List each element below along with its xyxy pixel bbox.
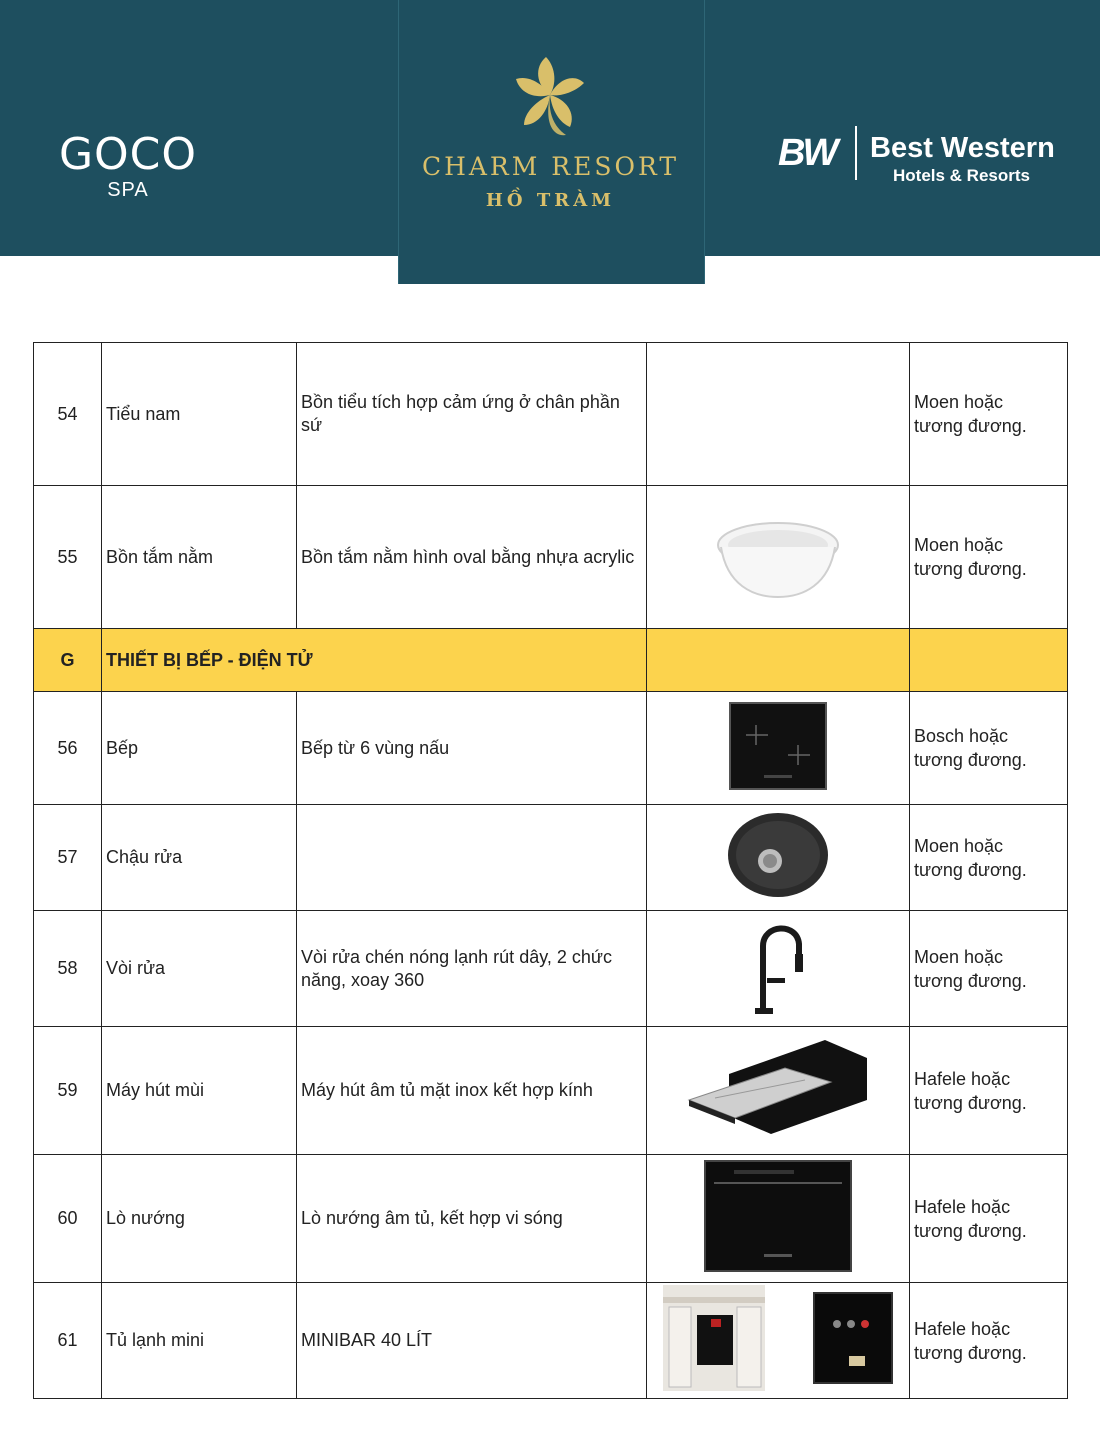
- minibar-in-cabinet-image-icon: [663, 1285, 765, 1396]
- brand-line-2: tương đương.: [914, 859, 1027, 880]
- item-name: Lò nướng: [102, 1155, 297, 1283]
- item-brand: [910, 486, 1068, 629]
- goco-spa-logo: [58, 129, 198, 202]
- bathtub-image-icon: [713, 505, 843, 610]
- item-name: Bồn tắm nằm: [102, 486, 297, 629]
- item-description: Bồn tắm nằm hình oval bằng nhựa acrylic: [297, 486, 647, 629]
- item-number: 55: [34, 486, 102, 629]
- item-brand: [910, 1283, 1068, 1399]
- item-image-cell: [647, 805, 910, 911]
- item-number: 60: [34, 1155, 102, 1283]
- item-image-cell: [647, 1155, 910, 1283]
- item-description: Máy hút âm tủ mặt inox kết hợp kính: [297, 1027, 647, 1155]
- faucet-image-icon: [743, 916, 813, 1021]
- round-sink-image-icon: [726, 811, 830, 904]
- table-row: [34, 1027, 1068, 1155]
- item-name: Bếp: [102, 692, 297, 805]
- table-row: [34, 1283, 1068, 1399]
- section-empty-cell: [647, 629, 910, 692]
- induction-cooktop-image-icon: [728, 701, 828, 796]
- brand-line-2: tương đương.: [914, 416, 1027, 436]
- goco-logo-name: GOCO: [58, 129, 198, 180]
- item-description: Bồn tiểu tích hợp cảm ứng ở chân phần sứ: [297, 343, 647, 486]
- equipment-spec-table: [33, 342, 1068, 1399]
- item-name: Tiểu nam: [102, 343, 297, 486]
- range-hood-image-icon: [685, 1038, 871, 1143]
- item-name: Vòi rửa: [102, 911, 297, 1027]
- item-image-cell: [647, 911, 910, 1027]
- item-number: 58: [34, 911, 102, 1027]
- section-code: G: [34, 629, 102, 692]
- item-brand: [910, 1027, 1068, 1155]
- best-western-name: Best Western: [870, 132, 1055, 164]
- item-image-cell: [647, 486, 910, 629]
- item-description: Lò nướng âm tủ, kết hợp vi sóng: [297, 1155, 647, 1283]
- item-name: Tủ lạnh mini: [102, 1283, 297, 1399]
- table-row: [34, 486, 1068, 629]
- item-brand: [910, 805, 1068, 911]
- item-number: 54: [34, 343, 102, 486]
- brand-line-1: Hafele hoặc: [914, 1068, 1011, 1089]
- brand-line-2: tương đương.: [914, 559, 1027, 579]
- table-row: [34, 692, 1068, 805]
- charm-resort-name: CHARM RESORT: [421, 152, 680, 181]
- brand-line-2: tương đương.: [914, 970, 1027, 991]
- item-description: [297, 805, 647, 911]
- brand-line-2: tương đương.: [914, 1220, 1027, 1241]
- item-number: 59: [34, 1027, 102, 1155]
- item-image-cell: [647, 343, 910, 486]
- item-number: 57: [34, 805, 102, 911]
- brand-line-1: Moen hoặc: [914, 535, 1004, 555]
- charm-resort-emblem-icon: [514, 55, 586, 144]
- item-name: Máy hút mùi: [102, 1027, 297, 1155]
- item-description: MINIBAR 40 LÍT: [297, 1283, 647, 1399]
- table-row: [34, 911, 1068, 1027]
- brand-line-1: Hafele hoặc: [914, 1318, 1011, 1339]
- brand-line-1: Moen hoặc: [914, 392, 1004, 412]
- best-western-separator: [855, 126, 857, 180]
- item-brand: [910, 1155, 1068, 1283]
- brand-line-1: Hafele hoặc: [914, 1196, 1011, 1217]
- section-empty-cell: [910, 629, 1068, 692]
- brand-line-2: tương đương.: [914, 1342, 1027, 1363]
- minibar-fridge-image-icon: [813, 1292, 893, 1389]
- item-description: Vòi rửa chén nóng lạnh rút dây, 2 chức năng, xoay 360: [297, 911, 647, 1027]
- built-in-oven-image-icon: [704, 1160, 852, 1277]
- brand-line-2: tương đương.: [914, 1092, 1027, 1113]
- item-brand: [910, 911, 1068, 1027]
- charm-resort-sub: HỒ TRÀM: [485, 190, 616, 211]
- item-image-cell: [647, 692, 910, 805]
- table-row: [34, 1155, 1068, 1283]
- item-brand: [910, 343, 1068, 486]
- best-western-mark: BW: [778, 132, 836, 174]
- section-title: THIẾT BỊ BẾP - ĐIỆN TỬ: [102, 629, 647, 692]
- brand-line-1: Moen hoặc: [914, 946, 1004, 967]
- item-number: 61: [34, 1283, 102, 1399]
- item-image-cell: [647, 1027, 910, 1155]
- brand-line-1: Moen hoặc: [914, 835, 1004, 856]
- item-number: 56: [34, 692, 102, 805]
- brand-line-2: tương đương.: [914, 750, 1027, 770]
- table-row: [34, 805, 1068, 911]
- table-row: [34, 343, 1068, 486]
- item-brand: [910, 692, 1068, 805]
- item-description: Bếp từ 6 vùng nấu: [297, 692, 647, 805]
- section-row: [34, 629, 1068, 692]
- brand-line-1: Bosch hoặc: [914, 726, 1009, 746]
- item-image-cell: [647, 1283, 910, 1399]
- item-name: Chậu rửa: [102, 805, 297, 911]
- best-western-sub: Hotels & Resorts: [893, 166, 1030, 185]
- goco-logo-sub: SPA: [107, 179, 149, 201]
